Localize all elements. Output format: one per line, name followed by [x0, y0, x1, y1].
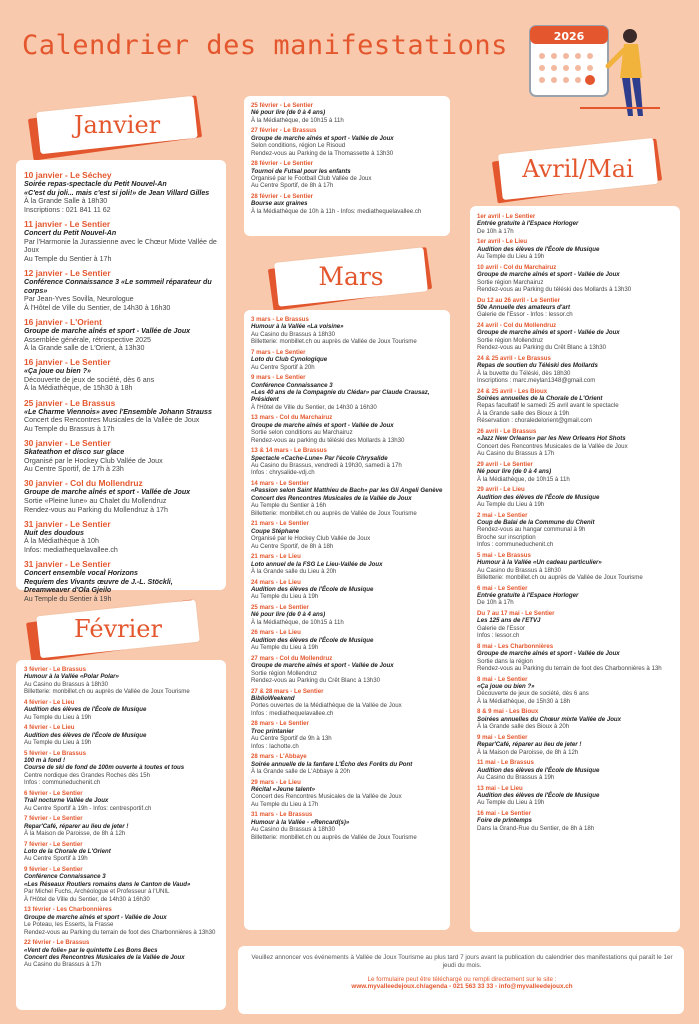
event-item — [477, 552, 673, 582]
event-title: Groupe de marche aînés et sport - Vallée de Joux — [24, 913, 167, 921]
event-date: Du 12 au 26 avril - Le Sentier — [477, 296, 560, 304]
event-title: Groupe de marche aînés et sport - Vallée de Joux — [24, 488, 191, 497]
event-item — [24, 750, 218, 787]
event-title: «Jazz New Orleans» par les New Orleans Hot Shots — [477, 435, 626, 443]
event-item — [24, 398, 218, 434]
event-item — [24, 519, 218, 555]
event-date: 2 mai - Le Sentier — [477, 511, 528, 519]
event-title: Audition des élèves de l'École de Musique — [251, 585, 374, 593]
event-details: Assemblée générale, rétrospective 2025 À la Grande salle de L'Orient, à 13h30 — [24, 335, 151, 353]
event-item — [477, 388, 673, 425]
event-details: Par l'Harmonie la Jurassienne avec le Chœur Mixte Vallée de Joux Au Temple du Sentier à 17h — [24, 237, 217, 263]
event-details: Concert des Rencontres Musicales de la Vallée de Joux Au Temple du Brassus à 17h — [24, 416, 200, 433]
event-item — [251, 720, 443, 750]
event-details: À la Médiathèque de 10h à 11h - Infos: mediathequelavallee.ch — [251, 207, 422, 215]
event-details: À la Médiathèque, de 10h15 à 11h — [477, 475, 570, 483]
event-details: Au Casino du Brassus à 17h — [24, 961, 102, 969]
event-date: 25 mars - Le Sentier — [251, 603, 309, 611]
event-date: 28 février - Le Sentier — [251, 160, 313, 168]
event-title: Loto de la Chorale de L'Orient — [24, 848, 111, 856]
event-details: Au Temple du Lieu à 19h — [477, 799, 545, 807]
event-item — [251, 629, 443, 651]
event-item — [477, 708, 673, 730]
event-title: Récital «Jeune talent» — [251, 785, 316, 793]
event-date: 14 mars - Le Sentier — [251, 480, 309, 488]
event-title: Audition des élèves de l'École de Musique — [24, 731, 147, 739]
event-item — [477, 355, 673, 385]
event-item — [251, 349, 443, 371]
event-item — [251, 779, 443, 809]
event-details: Concert des Rencontres Musicales de la Vallée de Joux Au Temple du Lieu à 17h — [251, 793, 402, 808]
event-details: Organisé par le Football Club Vallée de Joux Au Centre Sportif, de 8h à 17h — [251, 175, 372, 190]
event-title: «Passion selon Saint Matthieu de Bach» par les Gli Angeli Genève Concert des Rencontres Musicales de la Vallée de Joux — [251, 487, 443, 502]
event-date: 8 mai - Les Charbonnières — [477, 642, 554, 650]
calendar-illustration — [520, 8, 670, 128]
event-date: 30 janvier - Le Sentier — [24, 438, 111, 449]
event-date: 6 mai - Le Sentier — [477, 584, 528, 592]
event-date: 27 février - Le Brassus — [251, 127, 317, 135]
event-date: 7 février - Le Sentier — [24, 815, 83, 823]
event-details: Au Casino du Brassus, vendredi à 19h30, samedi à 17h Infos : chrysalide-vdj.ch — [251, 462, 402, 477]
event-title: Loto annuel de la FSG Le Lieu-Vallée de Joux — [251, 560, 383, 568]
event-title: Repar'Café, réparer au lieu de jeter ! — [24, 822, 129, 830]
event-date: 29 avril - Le Lieu — [477, 486, 525, 494]
fevrier-heading-text: Février — [74, 615, 162, 643]
event-date: 5 mai - Le Brassus — [477, 551, 531, 559]
event-item — [477, 734, 673, 756]
event-details: Galerie de l'Essor Infos : lessor.ch — [477, 624, 525, 640]
event-details: Selon conditions, région Le Risoud Rendez-vous au Parking de la Thomassette à 13h30 — [251, 142, 394, 157]
event-date: 24 mars - Le Lieu — [251, 578, 301, 586]
event-item — [24, 866, 218, 903]
fevrier-list — [24, 666, 218, 969]
event-title: «Le Charme Viennois» avec l'Ensemble Johann Strauss — [24, 407, 212, 416]
event-title: Les 125 ans de l'ETVJ — [477, 617, 541, 625]
event-date: 13 février - Les Charbonnières — [24, 906, 112, 914]
event-item — [24, 219, 218, 263]
event-date: 29 mars - Le Lieu — [251, 778, 301, 786]
event-details: Portes ouvertes de la Médiathèque de la Vallée de Joux Infos : mediathequelavallee.ch — [251, 702, 402, 717]
event-date: 9 mars - Le Sentier — [251, 374, 306, 382]
event-date: 4 février - Le Lieu — [24, 698, 75, 706]
event-item — [24, 317, 218, 353]
event-details: À la Grande salle du Lieu à 20h — [251, 567, 337, 575]
event-details: Au Casino du Brassus à 18h30 Billetterie: monbillet.ch ou auprès de Vallée de Joux Tourisme — [251, 826, 417, 841]
event-details: Au Temple du Lieu à 19h — [251, 644, 319, 652]
event-date: 10 avril - Col du Marchairuz — [477, 263, 557, 271]
event-item — [24, 815, 218, 837]
avril-mai-panel — [470, 206, 680, 932]
event-date: 13 mai - Le Lieu — [477, 784, 523, 792]
event-details: Au Centre Sportif à 19h — [24, 855, 88, 863]
event-title: Audition des élèves de l'École de Musique — [24, 706, 147, 714]
event-title: Coup de Balai de la Commune du Chenit — [477, 518, 595, 526]
event-title: Conférence Connaissance 3 «Le sommeil réparateur du corps» — [24, 277, 212, 295]
event-details: Organisé par le Hockey Club Vallée de Joux Au Centre Sportif, de 8h à 18h — [251, 535, 371, 550]
event-details: Repas facultatif le samedi 25 avril avant le spectacle À la Grande salle des Bioux à 19h Réservation : choraledelorient@gmail.com — [477, 402, 619, 425]
event-item — [24, 170, 218, 214]
event-title: Humour à la Vallée - «Rencard(s)» — [251, 818, 350, 826]
event-details: Sortie région Marchairuz Rendez-vous au Parking du téléski des Mollards à 13h30 — [477, 278, 632, 294]
event-title: Groupe de marche aînés et sport - Vallée de Joux — [251, 134, 394, 142]
event-date: 16 janvier - L'Orient — [24, 316, 102, 327]
event-item — [24, 841, 218, 863]
event-item — [251, 520, 443, 550]
event-item — [251, 811, 443, 841]
fevrier-suite-panel — [244, 96, 450, 236]
event-date: 13 mars - Col du Marchairuz — [251, 414, 333, 422]
event-date: 30 janvier - Col du Mollendruz — [24, 478, 143, 489]
event-item — [477, 676, 673, 706]
event-date: 16 janvier - Le Sentier — [24, 357, 111, 368]
event-details: Concert des Rencontres Musicales de la Vallée de Joux Au Casino du Brassus à 17h — [477, 442, 628, 458]
event-date: 8 & 9 mai - Les Bioux — [477, 708, 539, 716]
event-title: Audition des élèves de l'École de Musique — [477, 245, 600, 253]
event-details: Au Centre Sportif à 19h - Infos: centresportif.ch — [24, 804, 152, 812]
event-details: Au Temple du Lieu à 19h — [24, 739, 92, 747]
event-details: Au Centre Sportif de 9h à 13h Infos : lachotte.ch — [251, 735, 332, 750]
event-details: À la Médiathèque, de 10h15 à 11h — [251, 618, 344, 626]
event-date: 24 avril - Col du Mollendruz — [477, 322, 557, 330]
event-title: Soirées annuelles de la Chorale de L'Orient — [477, 395, 603, 403]
event-details: De 10h à 17h — [477, 599, 514, 607]
event-date: 7 février - Le Sentier — [24, 840, 83, 848]
event-details: Par Michel Fuchs, Archéologue et Professeur à l'UNIL À l'Hôtel de Ville du Sentier, de 14h30 à 16h30 — [24, 888, 170, 903]
event-title: 50e Annuelle des amateurs d'art — [477, 304, 571, 312]
fevrier-panel — [16, 660, 226, 1010]
fevrier-heading — [36, 600, 200, 658]
event-details: Par Jean-Yves Sovilla, Neurologue À l'Hôtel de Ville du Sentier, de 14h30 à 16h30 — [24, 295, 171, 312]
event-details: De 10h à 17h — [477, 227, 514, 235]
event-title: Troc printanier — [251, 727, 294, 735]
event-title: Audition des élèves de l'École de Musique — [251, 636, 374, 644]
event-title: Groupe de marche aînés et sport - Vallée de Joux — [477, 650, 620, 658]
event-item — [251, 374, 443, 411]
event-date: 13 & 14 mars - Le Brassus — [251, 447, 327, 455]
event-date: 28 mars - L'Abbaye — [251, 753, 307, 761]
footer-note-text: Veuillez annoncer vos événements à Vallée de Joux Tourisme au plus tard 7 jours avant la publication du calendrier des manifestations qui paraît le 1er jeudi du mois. — [251, 954, 673, 969]
event-item — [251, 604, 443, 626]
event-details: À la Médiathèque, de 10h15 à 11h — [251, 116, 344, 124]
event-item — [251, 316, 443, 346]
event-details: À la Médiathèque à 10h Infos: mediathequelavallee.ch — [24, 537, 118, 554]
event-item — [251, 480, 443, 517]
event-details: Sortie région Mollendruz Rendez-vous au Parking du Crêt Blanc à 13h30 — [251, 669, 381, 684]
event-date: 11 janvier - Le Sentier — [24, 218, 111, 229]
event-title: Humour à la Vallée «Polar Polar» — [24, 673, 119, 681]
event-title: Soirées annuelles du Chœur mixte Vallée de Joux — [477, 715, 622, 723]
event-title: Nuit des doudous — [24, 528, 84, 537]
event-date: 3 mars - Le Brassus — [251, 316, 309, 323]
event-title: Repar'Café, réparer au lieu de jeter ! — [477, 741, 582, 749]
event-title: Entrée gratuite à l'Espace Horloger — [477, 591, 579, 599]
event-details: Au Casino du Brassus à 18h30 Billetterie: monbillet.ch ou auprès de Vallée de Joux Tourisme — [251, 330, 417, 346]
event-item — [251, 688, 443, 718]
event-title: Bourse aux graines — [251, 200, 308, 208]
footer-links[interactable]: www.myvalleedejoux.ch/agenda - 021 563 33 33 - info@myvalleedejoux.ch — [351, 983, 573, 991]
event-date: 26 mars - Le Lieu — [251, 629, 301, 637]
janvier-heading-text: Janvier — [73, 111, 161, 139]
event-details: Au Casino du Brassus à 19h — [477, 774, 555, 781]
event-details: À la Grande Salle à 18h30 Inscriptions : 021 841 11 62 — [24, 197, 111, 214]
event-item — [477, 810, 673, 832]
event-date: 24 & 25 avril - Le Brassus — [477, 354, 551, 362]
event-date: 1er avril - Le Lieu — [477, 238, 528, 246]
event-details: À la Grande salle de L'Abbaye à 20h — [251, 767, 351, 775]
event-details: Sortie région Mollendruz Rendez-vous au Parking du Crêt Blanc à 13h30 — [477, 336, 607, 352]
event-title: BiblioWeekend — [251, 694, 295, 702]
event-title: Groupe de marche aînés et sport - Vallée de Joux — [24, 326, 191, 335]
event-item — [251, 579, 443, 601]
event-title: Groupe de marche aînés et sport - Vallée de Joux — [477, 271, 620, 279]
janvier-heading — [36, 96, 198, 154]
event-details: À la Maison de Paroisse, de 8h à 12h — [477, 748, 579, 756]
event-item — [251, 753, 443, 775]
event-details: Sortie «Pleine lune» au Chalet du Mollendruz Rendez-vous au Parking du Mollendruz à 17h — [24, 497, 168, 514]
event-details: Au Casino du Brassus à 18h30 Billetterie: monbillet.ch ou auprès de Vallée de Joux Tourisme — [477, 566, 643, 581]
event-title: Skateathon et disco sur glace — [24, 448, 125, 457]
event-item — [24, 666, 218, 696]
event-item — [251, 655, 443, 685]
event-item — [24, 699, 218, 721]
event-item — [477, 461, 673, 483]
mars-panel — [244, 310, 450, 930]
event-details: Découverte de jeux de société, dès 6 ans À la Médiathèque, de 15h30 à 18h — [477, 690, 589, 705]
event-date: 21 mars - Le Sentier — [251, 520, 309, 528]
event-item — [24, 438, 218, 474]
event-item — [251, 193, 443, 215]
event-item — [477, 585, 673, 607]
event-title: Conférence Connaissance 3 «Les Réseaux Routiers romains dans le Canton de Vaud» — [24, 873, 191, 888]
event-title: Audition des élèves de l'École de Musique — [477, 493, 600, 501]
event-date: 27 & 28 mars - Le Sentier — [251, 687, 324, 695]
event-item — [251, 127, 443, 157]
event-title: Né pour lire (de 0 à 4 ans) — [251, 611, 326, 619]
event-item — [24, 906, 218, 936]
event-date: 8 mai - Le Sentier — [477, 675, 528, 683]
event-title: Spectacle «Cache-Lune» Par l'école Chrysalide — [251, 454, 388, 462]
event-details: Au Casino du Brassus à 18h30 Billetterie: monbillet.ch ou auprès de Vallée de Joux Tourisme — [24, 680, 190, 696]
event-title: Audition des élèves de l'École de Musique — [477, 766, 600, 774]
mars-heading — [274, 247, 428, 306]
event-details: Au Temple du Sentier à 19h — [24, 594, 112, 603]
event-details: Découverte de jeux de société, dès 6 ans À la Médiathèque, de 15h30 à 18h — [24, 375, 155, 393]
event-details: Organisé par le Hockey Club Vallée de Joux Au Centre Sportif, de 17h à 23h — [24, 456, 163, 474]
event-item — [251, 160, 443, 190]
event-title: Entrée gratuite à l'Espace Horloger — [477, 220, 579, 228]
event-date: 9 mai - Le Sentier — [477, 733, 528, 741]
event-date: 28 mars - Le Sentier — [251, 720, 309, 728]
footer-note — [246, 954, 678, 991]
event-date: 21 mars - Le Lieu — [251, 553, 301, 561]
avril-mai-heading-text: Avril/Mai — [522, 155, 634, 183]
event-item — [477, 486, 673, 508]
event-date: 28 février - Le Sentier — [251, 193, 313, 201]
event-title: Repas de soutien du Téléski des Mollards — [477, 362, 598, 370]
event-item — [477, 322, 673, 352]
event-title: 100 m à fond ! Course de ski de fond de 100m ouverte à toutes et tous — [24, 757, 185, 772]
event-title: Conférence Connaissance 3 «Les 40 ans de la Compagnie du Clédar» par Claude Crausaz, Président — [251, 381, 430, 404]
event-title: Concert du Petit Nouvel-An — [24, 228, 117, 237]
event-item — [477, 643, 673, 673]
event-date: 5 février - Le Brassus — [24, 749, 86, 757]
event-details: Le Poteau, les Esserts, la Frasse Rendez-vous au Parking du terrain de foot des Charbonnières à 13h30 — [24, 921, 216, 936]
event-date: 22 février - Le Brassus — [24, 939, 90, 947]
event-details: À l'Hôtel de Ville du Sentier, de 14h30 à 16h30 — [251, 403, 377, 411]
event-title: Groupe de marche aînés et sport - Vallée de Joux — [251, 421, 394, 429]
event-item — [477, 264, 673, 294]
mars-list — [251, 316, 443, 841]
event-item — [251, 102, 443, 124]
event-item — [477, 238, 673, 260]
event-date: 9 février - Le Sentier — [24, 866, 83, 874]
event-title: Né pour lire (de 0 à 4 ans) — [251, 109, 326, 117]
footer-sub-text: Le formulaire peut être téléchargé ou rempli directement sur le site : — [367, 975, 557, 983]
event-details: À la buvette du Téléski, dès 18h30 Inscriptions : marc.meylan1348@gmail.com — [477, 369, 596, 385]
mars-heading-text: Mars — [318, 262, 384, 291]
event-item — [477, 759, 673, 781]
event-item — [24, 357, 218, 393]
event-item — [477, 428, 673, 458]
janvier-panel — [16, 160, 226, 603]
event-title: Foire de printemps — [477, 817, 532, 825]
event-date: 25 février - Le Sentier — [251, 102, 313, 109]
janvier-list — [24, 170, 218, 604]
event-title: Groupe de marche aînés et sport - Vallée de Joux — [251, 662, 394, 670]
event-details: Sortie dans la région Rendez-vous au Parking du terrain de foot des Charbonnières à 13h — [477, 657, 662, 672]
event-date: 3 février - Le Brassus — [24, 666, 86, 673]
avril-mai-heading — [498, 138, 658, 200]
event-details: Rendez-vous au hangar communal à 9h Broche sur inscription Infos : communeduchenit.ch — [477, 526, 586, 549]
event-item — [24, 790, 218, 812]
event-title: Humour à la Vallée «Un cadeau particulier» — [477, 559, 602, 567]
event-item — [477, 512, 673, 549]
event-item — [477, 297, 673, 319]
event-date: 10 janvier - Le Séchey — [24, 170, 112, 180]
event-title: Soirée annuelle de la fanfare L'Écho des Forêts du Pont — [251, 760, 413, 768]
event-details: Au Temple du Lieu à 19h — [251, 593, 319, 601]
page-title: Calendrier des manifestations — [22, 30, 508, 61]
event-item — [251, 414, 443, 444]
event-item — [24, 559, 218, 603]
event-title: Tournoi de Futsal pour les enfants — [251, 167, 351, 175]
event-title: «Ça joue ou bien ?» — [477, 682, 535, 690]
event-details: Centre nordique des Grandes Roches dès 15h Infos : communeduchenit.ch — [24, 771, 151, 787]
event-title: Né pour lire (de 0 à 4 ans) — [477, 468, 552, 476]
event-date: 24 & 25 avril - Les Bioux — [477, 387, 548, 395]
event-details: Au Temple du Lieu à 19h — [24, 713, 92, 721]
event-item — [24, 939, 218, 969]
event-item — [477, 785, 673, 807]
event-date: 25 janvier - Le Brassus — [24, 397, 116, 408]
event-title: Soirée repas-spectacle du Petit Nouvel-An «C'est du joli... mais c'est si joli!» de Jean Villard Gilles — [24, 180, 210, 197]
event-details: Dans la Grand-Rue du Sentier, de 8h à 18h — [477, 824, 595, 832]
event-details: Au Temple du Sentier à 16h Billetterie: monbillet.ch ou auprès de Vallée de Joux Tourisme — [251, 502, 417, 517]
event-details: Au Temple du Lieu à 19h — [477, 253, 545, 261]
event-date: 29 avril - Le Sentier — [477, 460, 533, 468]
event-item — [251, 447, 443, 477]
event-title: Humour à la Vallée «La voisine» — [251, 323, 344, 331]
event-title: Concert ensemble vocal Horizons Requiem des Vivants œuvre de J.-L. Stöckli, Dreamweaver d'Ola Gjeilo — [24, 569, 173, 595]
calendar-year: 2026 — [553, 30, 585, 43]
event-title: «Ça joue ou bien ?» — [24, 367, 92, 376]
fevrier-suite-list — [251, 102, 443, 215]
event-date: Du 7 au 17 mai - Le Sentier — [477, 609, 555, 617]
event-item — [477, 213, 673, 235]
event-item — [251, 553, 443, 575]
event-date: 31 janvier - Le Sentier — [24, 559, 111, 570]
event-title: «Vent de folie» par le quintette Les Bons Becs Concert des Rencontres Musicales de la Vallée de Joux — [24, 946, 185, 961]
event-details: Sortie selon conditions au Marchairuz Rendez-vous au parking du téléski des Mollards à 13h30 — [251, 429, 405, 444]
event-date: 4 février - Le Lieu — [24, 724, 75, 732]
event-title: Trail nocturne Vallée de Joux — [24, 797, 109, 805]
event-details: Galerie de l'Essor - Infos : lessor.ch — [477, 311, 573, 319]
event-title: Groupe de marche aînés et sport - Vallée de Joux — [477, 329, 620, 337]
event-date: 6 février - Le Sentier — [24, 789, 83, 797]
event-item — [24, 724, 218, 746]
event-item — [24, 268, 218, 312]
event-details: À la Grande salle des Bioux à 20h — [477, 723, 570, 731]
event-date: 26 avril - Le Brassus — [477, 427, 537, 435]
event-date: 7 mars - Le Sentier — [251, 348, 306, 356]
event-date: 16 mai - Le Sentier — [477, 810, 531, 817]
event-details: Au Centre Sportif à 20h — [251, 363, 315, 371]
event-title: Coupe Stéphane — [251, 527, 300, 535]
event-details: Au Temple du Lieu à 19h — [477, 500, 545, 508]
event-date: 1er avril - Le Sentier — [477, 213, 536, 220]
event-title: Audition des élèves de l'École de Musique — [477, 792, 600, 799]
event-item — [24, 478, 218, 514]
event-date: 27 mars - Col du Mollendruz — [251, 654, 333, 662]
event-details: À la Maison de Paroisse, de 8h à 12h — [24, 830, 126, 838]
event-item — [477, 610, 673, 640]
event-date: 12 janvier - Le Sentier — [24, 267, 111, 278]
event-date: 31 janvier - Le Sentier — [24, 518, 111, 529]
event-date: 11 mai - Le Brassus — [477, 759, 534, 767]
event-date: 31 mars - Le Brassus — [251, 811, 313, 819]
avril-mai-list — [477, 213, 673, 832]
event-title: Loto du Club Cynologique — [251, 356, 328, 364]
